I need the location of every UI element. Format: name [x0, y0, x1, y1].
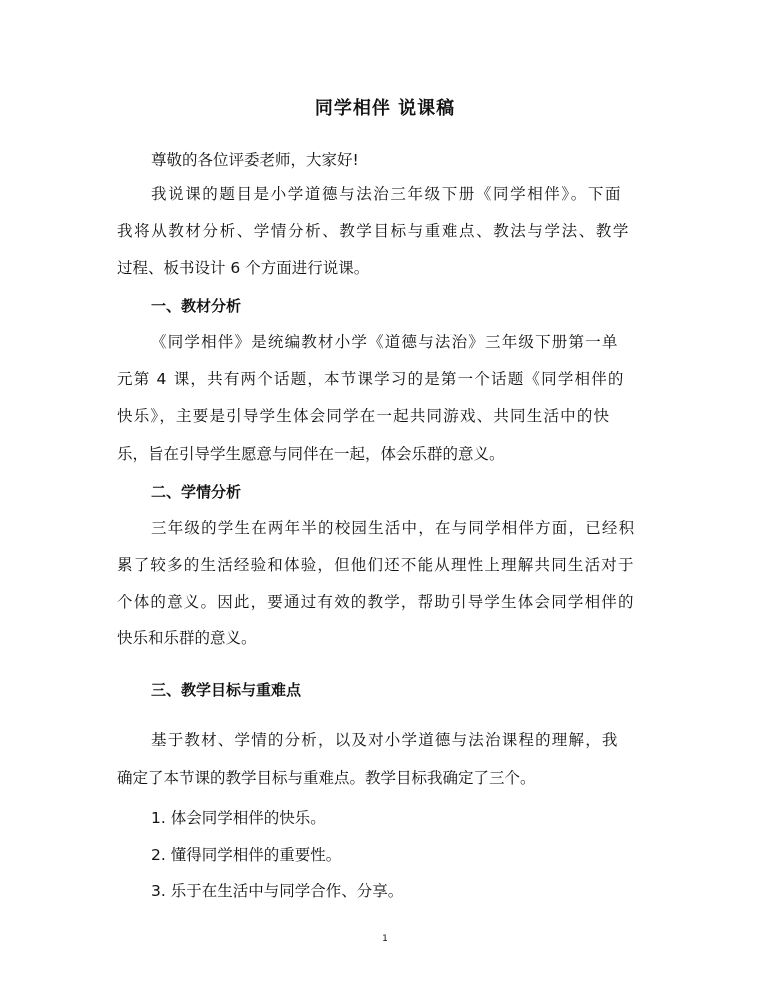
goal-item: 2. 懂得同学相伴的重要性。: [151, 846, 342, 864]
paragraph-line: 快乐》，主要是引导学生体会同学在一起共同游戏、共同生活中的快: [117, 407, 611, 425]
section-heading: 二、学情分析: [151, 483, 242, 501]
goal-item: 3. 乐于在生活中与同学合作、分享。: [151, 882, 404, 900]
goal-item: 1. 体会同学相伴的快乐。: [151, 809, 326, 827]
intro-line: 我说课的题目是小学道德与法治三年级下册《同学相伴》。下面: [151, 185, 623, 203]
intro-line: 过程、板书设计 6 个方面进行说课。: [117, 259, 370, 277]
paragraph-line: 快乐和乐群的意义。: [117, 629, 257, 647]
section-heading: 三、教学目标与重难点: [151, 681, 302, 699]
paragraph-line: 三年级的学生在两年半的校园生活中，在与同学相伴方面，已经积: [151, 519, 636, 537]
paragraph-line: 元第 4 课，共有两个话题，本节课学习的是第一个话题《同学相伴的: [117, 370, 625, 388]
paragraph-line: 《同学相伴》是统编教材小学《道德与法治》三年级下册第一单: [151, 333, 619, 351]
paragraph-line: 基于教材、学情的分析，以及对小学道德与法治课程的理解，我: [151, 731, 619, 749]
section-heading: 一、教材分析: [151, 297, 242, 315]
paragraph-line: 确定了本节课的教学目标与重难点。教学目标我确定了三个。: [117, 769, 536, 787]
document-title: 同学相伴 说课稿: [314, 98, 456, 119]
paragraph-line: 累了较多的生活经验和体验，但他们还不能从理性上理解共同生活对于: [117, 556, 635, 574]
page-number: 1: [382, 934, 388, 944]
greeting: 尊敬的各位评委老师，大家好!: [151, 151, 359, 169]
paragraph-line: 个体的意义。因此，要通过有效的教学，帮助引导学生体会同学相伴的: [117, 593, 635, 611]
paragraph-line: 乐，旨在引导学生愿意与同伴在一起，体会乐群的意义。: [117, 445, 505, 463]
intro-line: 我将从教材分析、学情分析、教学目标与重难点、教法与学法、教学: [117, 222, 631, 240]
